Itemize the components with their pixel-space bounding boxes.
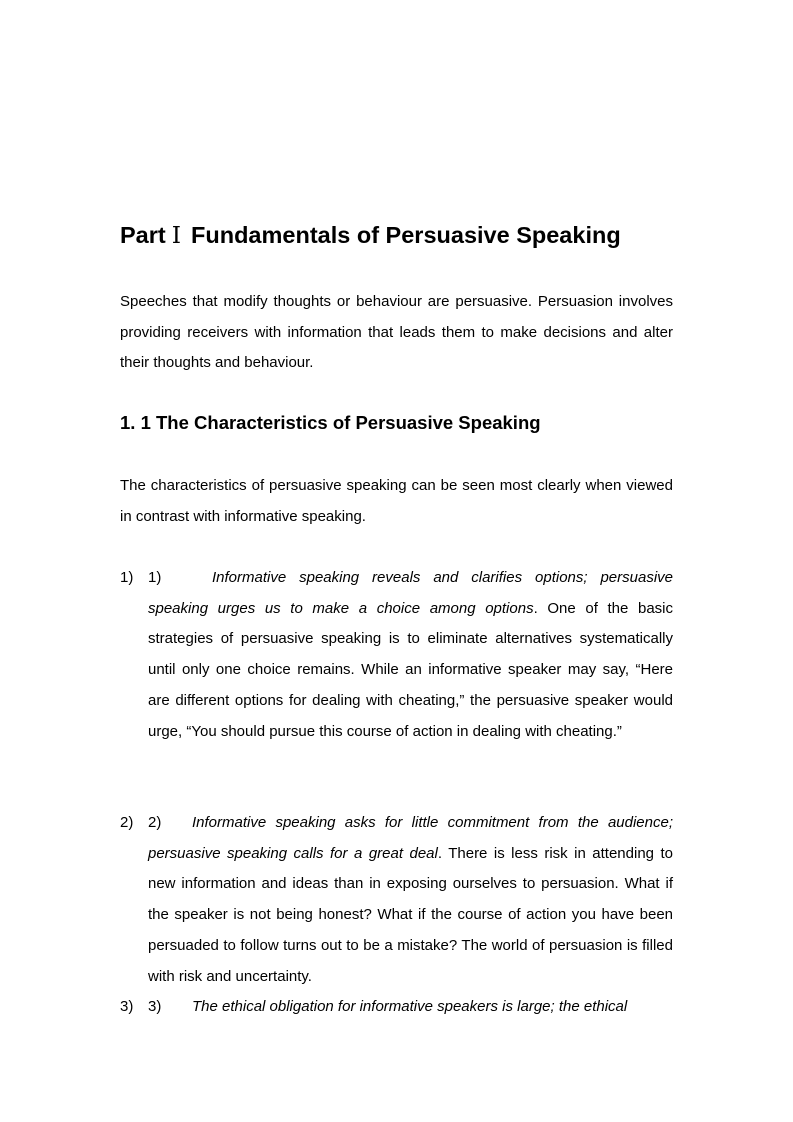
list-item-outer-number: 1) (120, 569, 134, 586)
list-item-outer-number: 2) (120, 814, 134, 831)
part-prefix: Part (120, 222, 166, 248)
part-numeral: Ⅰ (171, 221, 182, 249)
list-item-inner-number: 3) (148, 998, 162, 1015)
section-heading: 1. 1 The Characteristics of Persuasive Speaking (120, 412, 541, 433)
list-item-emphasis: The ethical obligation for informative speakers is large; the ethical (192, 998, 628, 1015)
list-item-inner-number: 1) (148, 569, 162, 586)
intro-paragraph: Speeches that modify thoughts or behaviour are persuasive. Persuasion involves providing receivers with information that leads them to make decisions and alter their thoughts and behaviour. (120, 293, 673, 372)
list-item-emphasis: Informative speaking asks for little commitment from the audience; persuasive speaking calls for a great deal (148, 814, 673, 862)
list-item-outer-number: 3) (120, 998, 134, 1015)
list-item-emphasis: Informative speaking reveals and clarifies options; persuasive speaking urges us to make a choice among options (148, 569, 673, 617)
section-intro-paragraph: The characteristics of persuasive speaking can be seen most clearly when viewed in contrast with informative speaking. (120, 477, 673, 525)
list-item-text: . There is less risk in attending to new information and ideas than in exposing ourselves to persuasion. What if the speaker is not being honest? What if the course of action you have been persuaded to follow turns out to be a mistake? The world of persuasion is filled with risk and uncertainty. (148, 844, 673, 985)
list-item-inner-number: 2) (148, 814, 162, 831)
list-item-body (148, 992, 673, 1023)
list-item-text: . One of the basic strategies of persuasive speaking is to eliminate alternatives systematically until only one choice remains. While an informative speaker may say, “Here are different options for dealing with cheating,” the persuasive speaker would urge, “You should pursue this course of action in dealing with cheating.” (148, 599, 673, 740)
list-item-3 (120, 992, 673, 1023)
list-item-body (148, 563, 673, 747)
list-item-body (148, 808, 673, 992)
part-heading (120, 219, 680, 251)
list-item-1 (120, 563, 673, 747)
part-title-text: Fundamentals of Persuasive Speaking (191, 222, 621, 248)
list-item-2 (120, 808, 673, 992)
